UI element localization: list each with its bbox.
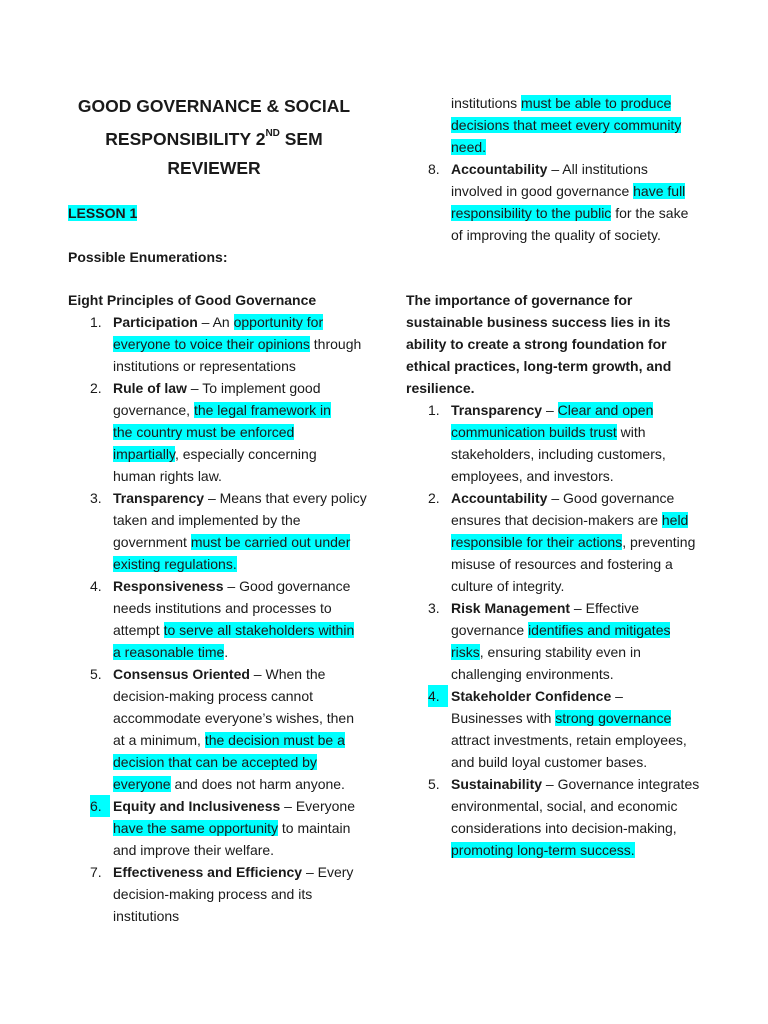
item-text: – Effective governance bbox=[451, 600, 640, 638]
item-text-rest: , especially concerning human rights law. bbox=[113, 446, 317, 484]
title-line-2 bbox=[68, 121, 360, 154]
list-item bbox=[68, 311, 363, 377]
item-number: 8. bbox=[428, 161, 440, 177]
title-line-2-suffix: SEM bbox=[279, 128, 323, 149]
list-item bbox=[68, 487, 368, 575]
item-text: – When the decision-making process cannot accommodate everyone’s wishes, then at a minimum, bbox=[113, 666, 354, 748]
item-text-rest: to maintain and improve their welfare. bbox=[113, 820, 351, 858]
item-text-rest: . bbox=[224, 644, 229, 660]
item-text: – Good governance ensures that decision-makers are bbox=[451, 490, 675, 528]
item-text: – Means that every policy taken and implemented by the government bbox=[113, 490, 367, 550]
item-text-rest: and does not harm anyone. bbox=[170, 776, 345, 792]
item-text-rest: for the sake of improving the quality of society. bbox=[451, 205, 689, 243]
list-item bbox=[406, 158, 701, 246]
item-term: Responsiveness bbox=[113, 578, 224, 594]
item-text: – Governance integrates environmental, social, and economic considerations into decision-making, bbox=[451, 776, 700, 836]
title-line-2-text: RESPONSIBILITY 2 bbox=[105, 128, 266, 149]
item-text: – Good governance needs institutions and processes to attempt bbox=[113, 578, 351, 638]
item-text: – Businesses with bbox=[451, 688, 623, 726]
list-item bbox=[406, 399, 696, 487]
importance-heading: The importance of governance for sustainable business success lies in its ability to create a strong foundation for ethical practices, long-term growth, and resilience. bbox=[406, 292, 672, 396]
list-item bbox=[68, 575, 358, 663]
list-item bbox=[68, 861, 368, 927]
item-highlight: the legal framework in the country must be enforced impartially bbox=[113, 402, 331, 462]
item-term: Risk Management bbox=[451, 600, 571, 616]
list-item-continued bbox=[406, 92, 701, 158]
item-number: 5. bbox=[90, 666, 102, 682]
item-highlight: must be able to produce decisions that meet every community need. bbox=[451, 95, 682, 155]
list-item bbox=[68, 377, 343, 487]
item-term: Transparency bbox=[113, 490, 205, 506]
item-term: Transparency bbox=[451, 402, 543, 418]
item-number: 7. bbox=[90, 864, 102, 880]
list-item bbox=[406, 773, 701, 861]
item-text: – Everyone bbox=[280, 798, 355, 814]
item-term: Stakeholder Confidence bbox=[451, 688, 612, 704]
item-text: – To implement good governance, bbox=[113, 380, 321, 418]
importance-list bbox=[406, 399, 706, 861]
title-line-1: GOOD GOVERNANCE & SOCIAL bbox=[77, 96, 351, 116]
item-highlight: must be carried out under existing regulations. bbox=[113, 534, 351, 572]
item-highlight: to serve all stakeholders within a reasonable time bbox=[113, 622, 355, 660]
item-number: 1. bbox=[428, 402, 440, 418]
item-number: 3. bbox=[428, 600, 440, 616]
item-number: 2. bbox=[90, 380, 102, 396]
item-term: Sustainability bbox=[451, 776, 543, 792]
item-highlight: have full responsibility to the public bbox=[451, 183, 686, 221]
principles-list bbox=[68, 311, 368, 927]
principles-heading: Eight Principles of Good Governance bbox=[68, 292, 317, 308]
list-item bbox=[68, 663, 368, 795]
item-number: 6. bbox=[90, 795, 110, 817]
list-item bbox=[406, 597, 696, 685]
item-highlight: opportunity for everyone to voice their opinions bbox=[113, 314, 324, 352]
item-text: institutions bbox=[451, 95, 522, 111]
item-term: Participation bbox=[113, 314, 198, 330]
item-term: Rule of law bbox=[113, 380, 187, 396]
item-term: Accountability bbox=[451, 161, 548, 177]
list-item bbox=[68, 795, 358, 861]
lesson-label: LESSON 1 bbox=[68, 205, 138, 221]
item-text-rest: attract investments, retain employees, and build loyal customer bases. bbox=[451, 732, 687, 770]
item-highlight: Clear and open communication builds trust bbox=[451, 402, 654, 440]
principles-list-continued bbox=[406, 92, 706, 246]
lesson-heading bbox=[68, 202, 137, 224]
item-term: Consensus Oriented bbox=[113, 666, 250, 682]
item-term: Accountability bbox=[451, 490, 548, 506]
item-text-rest: through institutions or representations bbox=[113, 336, 362, 374]
item-highlight: held responsible for their actions bbox=[451, 512, 689, 550]
item-number: 4. bbox=[428, 685, 448, 707]
item-number: 3. bbox=[90, 490, 102, 506]
item-highlight: have the same opportunity bbox=[113, 820, 278, 836]
list-item bbox=[406, 487, 696, 597]
item-text: – Every decision-making process and its institutions bbox=[113, 864, 354, 924]
item-number: 4. bbox=[90, 578, 102, 594]
title-line-3: REVIEWER bbox=[167, 157, 261, 178]
item-number: 2. bbox=[428, 490, 440, 506]
possible-enumerations-label: Possible Enumerations: bbox=[68, 249, 228, 265]
item-text: – An bbox=[197, 314, 234, 330]
item-highlight: identifies and mitigates risks bbox=[451, 622, 671, 660]
item-highlight: promoting long-term success. bbox=[451, 842, 635, 858]
item-text: – All institutions involved in good governance bbox=[451, 161, 648, 199]
item-number: 1. bbox=[90, 314, 102, 330]
item-term: Equity and Inclusiveness bbox=[113, 798, 281, 814]
item-highlight: strong governance bbox=[555, 710, 672, 726]
item-text-rest: , ensuring stability even in challenging environments. bbox=[451, 644, 641, 682]
page-title bbox=[68, 92, 360, 183]
item-number: 5. bbox=[428, 776, 440, 792]
item-highlight: the decision must be a decision that can be accepted by everyone bbox=[113, 732, 345, 792]
item-text: – bbox=[542, 402, 558, 418]
item-term: Effectiveness and Efficiency bbox=[113, 864, 303, 880]
list-item bbox=[406, 685, 696, 773]
item-text-rest: with stakeholders, including customers, employees, and investors. bbox=[451, 424, 666, 484]
title-superscript: ND bbox=[265, 128, 280, 139]
item-text-rest: , preventing misuse of resources and fostering a culture of integrity. bbox=[451, 534, 696, 594]
